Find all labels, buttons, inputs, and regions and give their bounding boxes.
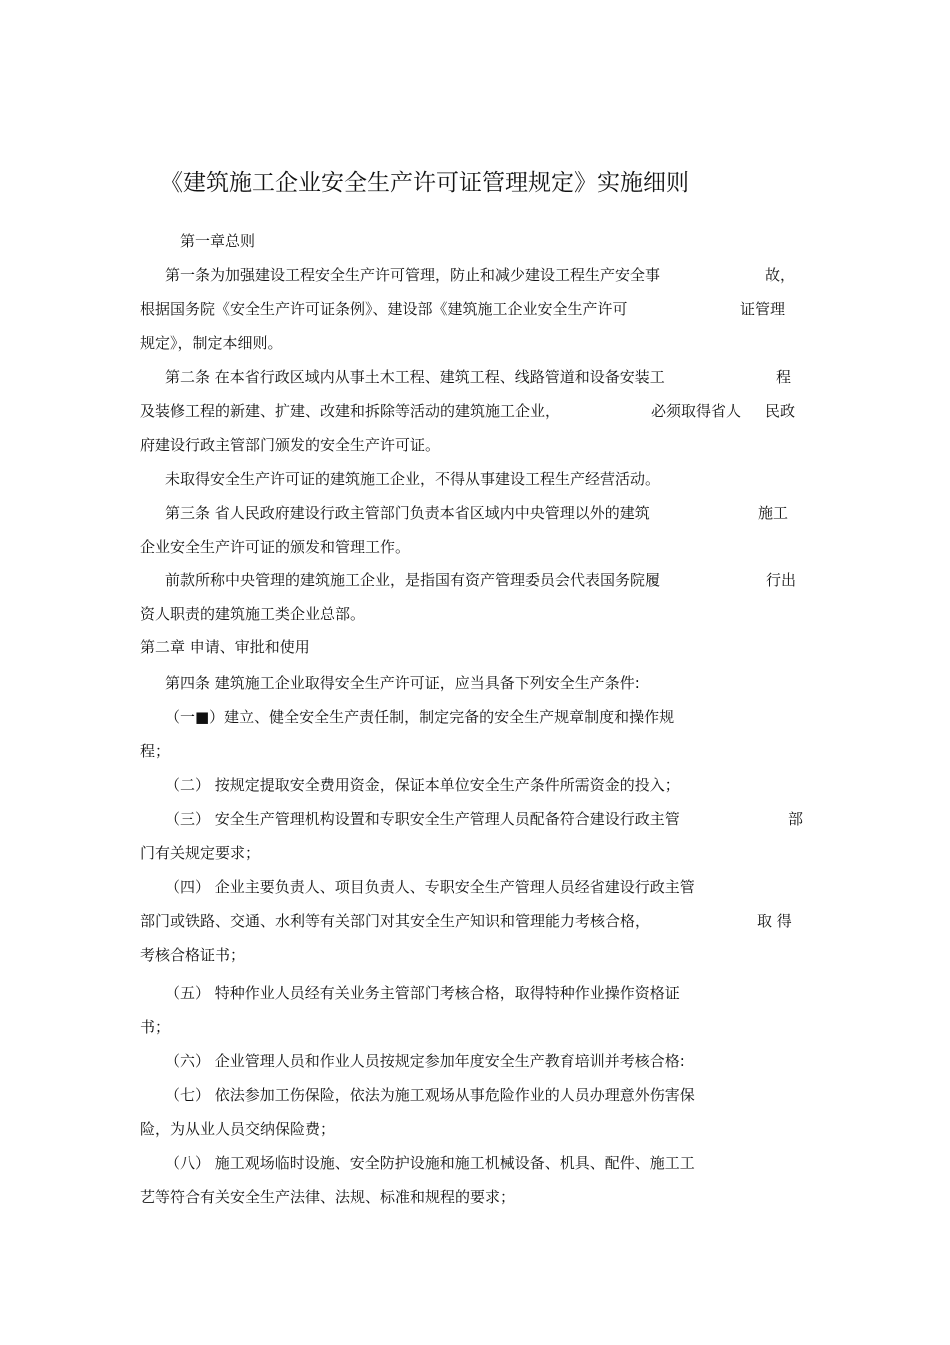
page-title: 《建筑施工企业安全生产许可证管理规定》实施细则	[160, 170, 689, 196]
text-line-tail: 程	[776, 368, 792, 386]
text-line: 及装修工程的新建、扩建、改建和拆除等活动的建筑施工企业，	[140, 402, 561, 420]
text-line: 企业安全生产许可证的颁发和管理工作。	[140, 538, 411, 556]
text-line: 前款所称中央管理的建筑施工企业，是指国有资产管理委员会代表国务院履	[165, 571, 661, 589]
text-line-tail: 必须取得省人	[651, 402, 742, 420]
list-item: （六） 企业管理人员和作业人员按规定参加年度安全生产教育培训并考核合格:	[165, 1052, 685, 1070]
text-line: 书；	[140, 1018, 171, 1036]
chapter-heading: 第一章总则	[180, 232, 256, 250]
text-line-tail: 部	[788, 810, 804, 828]
list-item: （七） 依法参加工伤保险，依法为施工观场从事危险作业的人员办理意外伤害保	[165, 1086, 695, 1104]
chapter-heading: 第二章 申请、审批和使用	[140, 638, 310, 656]
text-line: 考核合格证书；	[140, 946, 246, 964]
list-item: （二） 按规定提取安全费用资金，保证本单位安全生产条件所需资金的投入；	[165, 776, 680, 794]
list-item: （三） 安全生产管理机构设置和专职安全生产管理人员配备符合建设行政主管	[165, 810, 680, 828]
text-line-tail: 施工	[758, 504, 789, 522]
list-item: （五） 特种作业人员经有关业务主管部门考核合格，取得特种作业操作资格证	[165, 984, 680, 1002]
text-line: 未取得安全生产许可证的建筑施工企业，不得从事建设工程生产经营活动。	[165, 470, 661, 488]
text-line: 第四条 建筑施工企业取得安全生产许可证，应当具备下列安全生产条件:	[165, 674, 640, 692]
text-line: 资人职责的建筑施工类企业总部。	[140, 605, 366, 623]
list-item: （八） 施工观场临时设施、安全防护设施和施工机械设备、机具、配件、施工工	[165, 1154, 695, 1172]
text-line: 第三条 省人民政府建设行政主管部门负责本省区域内中央管理以外的建筑	[165, 504, 650, 522]
text-line-tail: 行出	[766, 571, 797, 589]
text-line-tail: 故，	[765, 266, 796, 284]
text-line-tail: 民政	[765, 402, 796, 420]
text-line: 险，为从业人员交纳保险费；	[140, 1120, 336, 1138]
text-line: 第二条 在本省行政区域内从事土木工程、建筑工程、线路管道和设备安装工	[165, 368, 665, 386]
list-item: （一■）建立、健全安全生产责任制，制定完备的安全生产规章制度和操作规	[165, 708, 675, 726]
text-line: 规定》，制定本细则。	[140, 334, 283, 352]
text-line-tail: 取 得	[757, 912, 792, 930]
text-line-tail: 证管理	[740, 300, 786, 318]
text-line: 府建设行政主管部门颁发的安全生产许可证。	[140, 436, 441, 454]
list-item: （四） 企业主要负责人、项目负责人、专职安全生产管理人员经省建设行政主管	[165, 878, 695, 896]
text-line: 艺等符合有关安全生产法律、法规、标准和规程的要求；	[140, 1188, 516, 1206]
text-line: 门有关规定要求；	[140, 844, 261, 862]
text-line: 根据国务院《安全生产许可证条例》、建设部《建筑施工企业安全生产许可	[140, 300, 628, 318]
text-line: 第一条为加强建设工程安全生产许可管理，防止和减少建设工程生产安全事	[165, 266, 661, 284]
text-line: 部门或铁路、交通、水利等有关部门对其安全生产知识和管理能力考核合格，	[140, 912, 651, 930]
text-line: 程；	[140, 742, 171, 760]
